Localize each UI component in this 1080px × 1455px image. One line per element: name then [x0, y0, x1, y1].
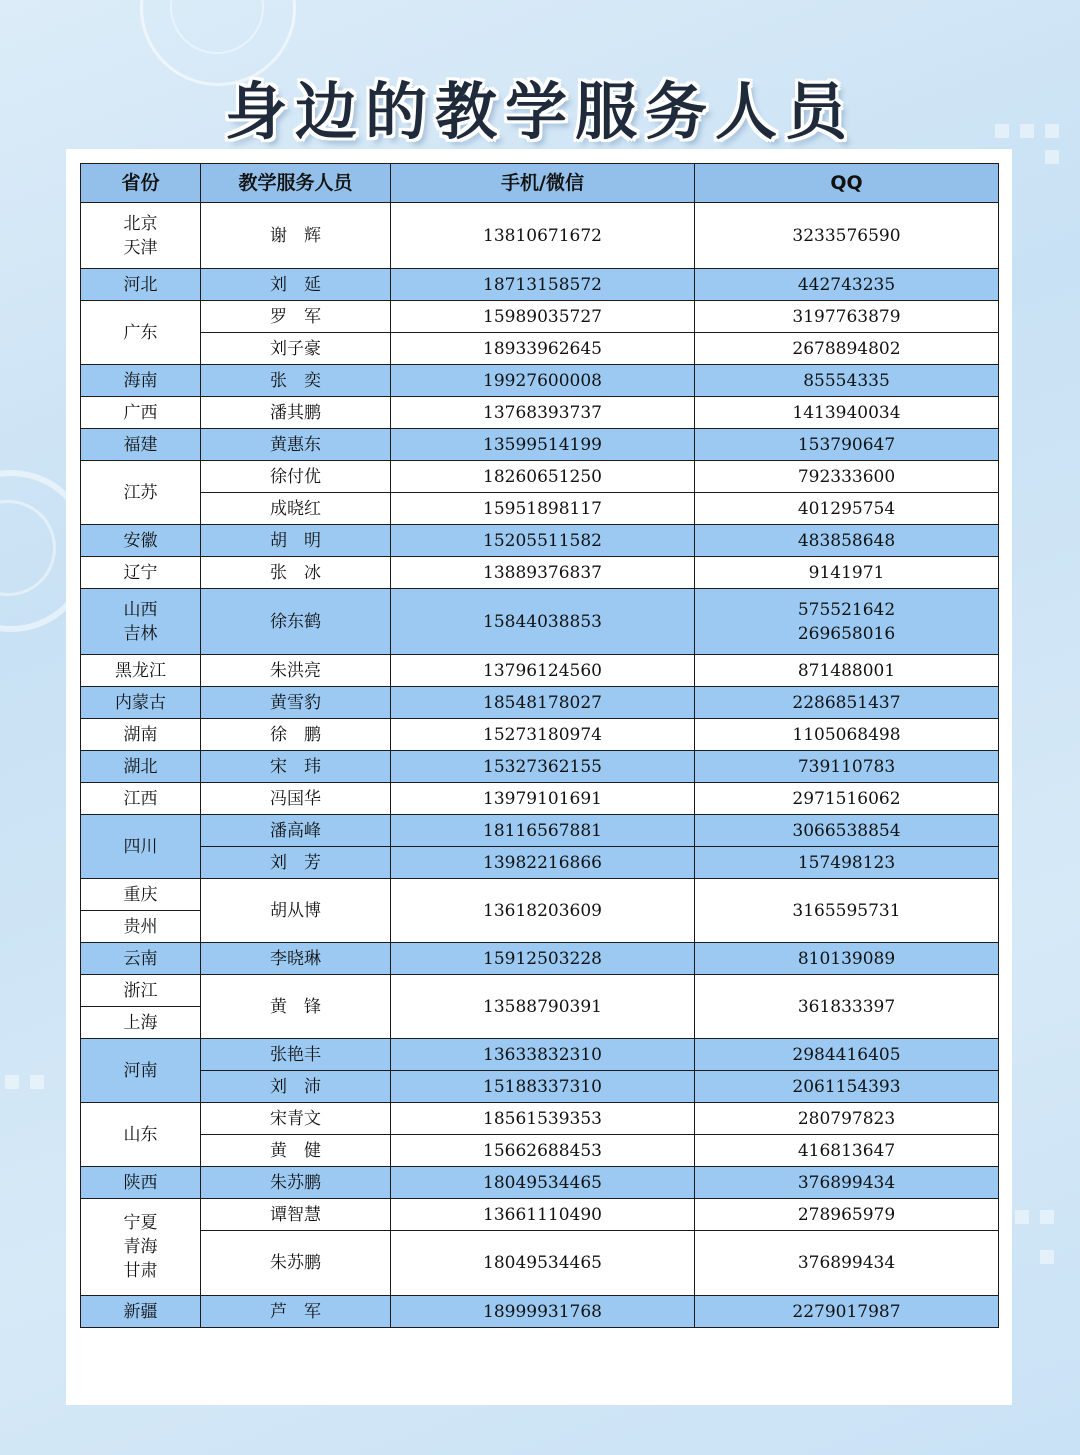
province-cell: 河北 [81, 269, 201, 301]
header-qq: QQ [695, 164, 999, 203]
phone-cell: 18116567881 [391, 815, 695, 847]
qq-cell: 153790647 [695, 429, 999, 461]
qq-cell: 3197763879 [695, 301, 999, 333]
table-row [81, 975, 999, 1007]
qq-cell: 3233576590 [695, 203, 999, 269]
table-row [81, 687, 999, 719]
qq-cell: 416813647 [695, 1135, 999, 1167]
phone-cell: 15844038853 [391, 589, 695, 655]
staff-name: 刘子豪 [201, 333, 391, 365]
province-cell: 福建 [81, 429, 201, 461]
table-row [81, 269, 999, 301]
staff-name: 刘 芳 [201, 847, 391, 879]
province-cell: 北京 天津 [81, 203, 201, 269]
phone-cell: 13796124560 [391, 655, 695, 687]
qq-cell: 376899434 [695, 1231, 999, 1296]
phone-cell: 18049534465 [391, 1231, 695, 1296]
qq-cell: 2984416405 [695, 1039, 999, 1071]
decorative-square [1015, 1210, 1029, 1224]
qq-cell: 278965979 [695, 1199, 999, 1231]
province-cell: 安徽 [81, 525, 201, 557]
province-cell: 重庆 [81, 879, 201, 911]
phone-cell: 15188337310 [391, 1071, 695, 1103]
province-cell: 四川 [81, 815, 201, 879]
staff-name: 刘 延 [201, 269, 391, 301]
phone-cell: 15273180974 [391, 719, 695, 751]
decorative-square [1040, 1250, 1054, 1264]
phone-cell: 13768393737 [391, 397, 695, 429]
staff-name: 胡从博 [201, 879, 391, 943]
province-cell: 江西 [81, 783, 201, 815]
phone-cell: 13588790391 [391, 975, 695, 1039]
province-cell: 上海 [81, 1007, 201, 1039]
province-cell: 内蒙古 [81, 687, 201, 719]
decorative-square [30, 1075, 44, 1089]
table-row [81, 879, 999, 911]
phone-cell: 18548178027 [391, 687, 695, 719]
phone-cell: 18999931768 [391, 1296, 695, 1328]
qq-cell: 442743235 [695, 269, 999, 301]
staff-name: 黄 锋 [201, 975, 391, 1039]
phone-cell: 18049534465 [391, 1167, 695, 1199]
qq-cell: 810139089 [695, 943, 999, 975]
staff-name: 黄 健 [201, 1135, 391, 1167]
table-row [81, 589, 999, 655]
province-cell: 宁夏 青海 甘肃 [81, 1199, 201, 1296]
table-row [81, 1167, 999, 1199]
phone-cell: 18933962645 [391, 333, 695, 365]
staff-name: 张 冰 [201, 557, 391, 589]
qq-cell: 483858648 [695, 525, 999, 557]
table-row [81, 525, 999, 557]
table-row [81, 203, 999, 269]
phone-cell: 13889376837 [391, 557, 695, 589]
table-row [81, 751, 999, 783]
header-phone: 手机/微信 [391, 164, 695, 203]
qq-cell: 2279017987 [695, 1296, 999, 1328]
province-cell: 海南 [81, 365, 201, 397]
staff-name: 黄惠东 [201, 429, 391, 461]
province-cell: 浙江 [81, 975, 201, 1007]
staff-name: 成晓红 [201, 493, 391, 525]
qq-cell: 376899434 [695, 1167, 999, 1199]
staff-name: 谭智慧 [201, 1199, 391, 1231]
qq-cell: 3165595731 [695, 879, 999, 943]
header-province: 省份 [81, 164, 201, 203]
qq-cell: 280797823 [695, 1103, 999, 1135]
table-header-row [81, 164, 999, 203]
staff-name: 徐付优 [201, 461, 391, 493]
province-cell: 湖北 [81, 751, 201, 783]
qq-cell: 2061154393 [695, 1071, 999, 1103]
staff-name: 张 奕 [201, 365, 391, 397]
staff-name: 潘高峰 [201, 815, 391, 847]
decorative-square [1040, 1210, 1054, 1224]
qq-cell: 2286851437 [695, 687, 999, 719]
staff-name: 谢 辉 [201, 203, 391, 269]
province-cell: 贵州 [81, 911, 201, 943]
phone-cell: 15989035727 [391, 301, 695, 333]
table-row [81, 655, 999, 687]
province-cell: 黑龙江 [81, 655, 201, 687]
decorative-square [5, 1075, 19, 1089]
province-cell: 山东 [81, 1103, 201, 1167]
staff-name: 张艳丰 [201, 1039, 391, 1071]
phone-cell: 15327362155 [391, 751, 695, 783]
decorative-ring [170, 0, 264, 54]
table-row [81, 1135, 999, 1167]
table-row [81, 1039, 999, 1071]
qq-cell: 3066538854 [695, 815, 999, 847]
qq-cell: 401295754 [695, 493, 999, 525]
qq-cell: 361833397 [695, 975, 999, 1039]
province-cell: 河南 [81, 1039, 201, 1103]
staff-table [80, 163, 999, 1328]
table-row [81, 943, 999, 975]
table-row [81, 429, 999, 461]
qq-cell: 575521642 269658016 [695, 589, 999, 655]
table-row [81, 815, 999, 847]
province-cell: 广西 [81, 397, 201, 429]
staff-name: 胡 明 [201, 525, 391, 557]
table-row [81, 1296, 999, 1328]
header-staff: 教学服务人员 [201, 164, 391, 203]
table-card [66, 149, 1012, 1405]
table-row [81, 365, 999, 397]
qq-cell: 2678894802 [695, 333, 999, 365]
phone-cell: 13599514199 [391, 429, 695, 461]
staff-name: 宋 玮 [201, 751, 391, 783]
table-row [81, 719, 999, 751]
staff-name: 黄雪豹 [201, 687, 391, 719]
staff-name: 朱苏鹏 [201, 1167, 391, 1199]
phone-cell: 15912503228 [391, 943, 695, 975]
qq-cell: 85554335 [695, 365, 999, 397]
decorative-ring [0, 500, 56, 596]
province-cell: 辽宁 [81, 557, 201, 589]
qq-cell: 2971516062 [695, 783, 999, 815]
province-cell: 新疆 [81, 1296, 201, 1328]
staff-name: 朱苏鹏 [201, 1231, 391, 1296]
staff-name: 芦 军 [201, 1296, 391, 1328]
qq-cell: 1413940034 [695, 397, 999, 429]
phone-cell: 13982216866 [391, 847, 695, 879]
table-row [81, 333, 999, 365]
staff-name: 李晓琳 [201, 943, 391, 975]
staff-name: 刘 沛 [201, 1071, 391, 1103]
table-row [81, 1071, 999, 1103]
qq-cell: 792333600 [695, 461, 999, 493]
staff-name: 徐东鹤 [201, 589, 391, 655]
qq-cell: 1105068498 [695, 719, 999, 751]
province-cell: 陕西 [81, 1167, 201, 1199]
phone-cell: 13633832310 [391, 1039, 695, 1071]
staff-name: 潘其鹏 [201, 397, 391, 429]
phone-cell: 13661110490 [391, 1199, 695, 1231]
phone-cell: 15951898117 [391, 493, 695, 525]
staff-name: 罗 军 [201, 301, 391, 333]
table-row [81, 1103, 999, 1135]
province-cell: 广东 [81, 301, 201, 365]
province-cell: 云南 [81, 943, 201, 975]
province-cell: 湖南 [81, 719, 201, 751]
staff-name: 宋青文 [201, 1103, 391, 1135]
province-cell: 江苏 [81, 461, 201, 525]
phone-cell: 18561539353 [391, 1103, 695, 1135]
page-title: 身边的教学服务人员 [224, 75, 855, 148]
table-row [81, 397, 999, 429]
phone-cell: 15205511582 [391, 525, 695, 557]
decorative-square [1045, 150, 1059, 164]
table-row [81, 1199, 999, 1231]
phone-cell: 13618203609 [391, 879, 695, 943]
table-row [81, 1231, 999, 1296]
table-row [81, 557, 999, 589]
phone-cell: 18713158572 [391, 269, 695, 301]
qq-cell: 157498123 [695, 847, 999, 879]
table-row [81, 301, 999, 333]
phone-cell: 13979101691 [391, 783, 695, 815]
phone-cell: 18260651250 [391, 461, 695, 493]
table-row [81, 783, 999, 815]
qq-cell: 9141971 [695, 557, 999, 589]
qq-cell: 871488001 [695, 655, 999, 687]
qq-cell: 739110783 [695, 751, 999, 783]
province-cell: 山西 吉林 [81, 589, 201, 655]
phone-cell: 13810671672 [391, 203, 695, 269]
table-row [81, 461, 999, 493]
table-row [81, 847, 999, 879]
staff-name: 徐 鹏 [201, 719, 391, 751]
phone-cell: 15662688453 [391, 1135, 695, 1167]
staff-name: 冯国华 [201, 783, 391, 815]
staff-name: 朱洪亮 [201, 655, 391, 687]
phone-cell: 19927600008 [391, 365, 695, 397]
table-row [81, 493, 999, 525]
